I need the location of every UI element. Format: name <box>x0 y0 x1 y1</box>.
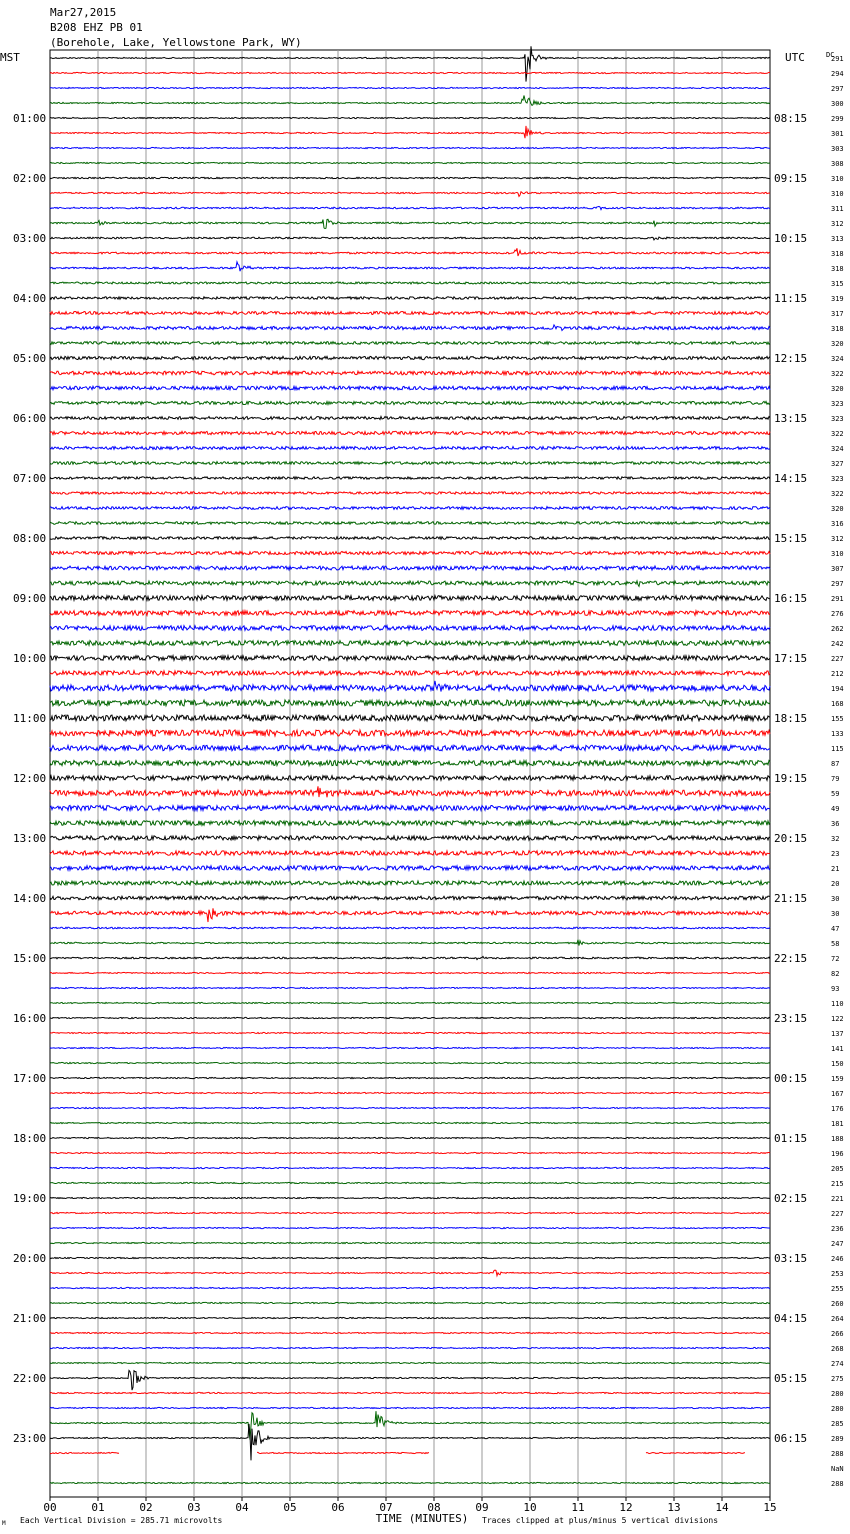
trace-line <box>50 237 770 240</box>
left-hour-label: 23:00 <box>13 1432 47 1445</box>
right-hour-label: 14:15 <box>774 472 808 485</box>
dc-offset-label: 268 <box>831 1345 844 1353</box>
trace-line <box>50 581 770 587</box>
dc-offset-label: 155 <box>831 715 844 723</box>
trace-line <box>50 836 770 840</box>
x-tick-label: 01 <box>91 1501 105 1514</box>
trace-line <box>50 700 770 706</box>
trace-line <box>50 957 770 960</box>
dc-offset-label: 294 <box>831 70 844 78</box>
right-hour-label: 21:15 <box>774 892 808 905</box>
dc-offset-label: 260 <box>831 1300 844 1308</box>
trace-line <box>50 1167 770 1168</box>
dc-offset-label: 310 <box>831 190 844 198</box>
trace-line <box>50 1137 770 1138</box>
trace-line <box>50 908 770 922</box>
dc-offset-label: 288 <box>831 1480 844 1488</box>
dc-offset-label: 280 <box>831 1405 844 1413</box>
dc-offset-label: 205 <box>831 1165 844 1173</box>
x-tick-label: 00 <box>43 1501 57 1514</box>
dc-offset-label: 20 <box>831 880 840 888</box>
trace-line <box>50 342 770 345</box>
right-hour-label: 13:15 <box>774 412 808 425</box>
corner-mark: M <box>2 1520 6 1527</box>
dc-offset-label: 221 <box>831 1195 844 1203</box>
trace-line <box>50 477 770 479</box>
right-hour-label: 09:15 <box>774 172 808 185</box>
trace-line <box>50 1092 770 1093</box>
dc-offset-label: 215 <box>831 1180 844 1188</box>
trace-line <box>50 1212 770 1213</box>
trace-line <box>50 325 770 331</box>
trace-line <box>50 715 770 721</box>
scale-note: Each Vertical Division = 285.71 microvolts <box>20 1516 223 1525</box>
dc-offset-label: 141 <box>831 1045 844 1053</box>
dc-offset-label: 236 <box>831 1225 844 1233</box>
dc-offset-label: 168 <box>831 700 844 708</box>
x-tick-label: 13 <box>667 1501 681 1514</box>
dc-offset-label: 188 <box>831 1135 844 1143</box>
dc-offset-label: 317 <box>831 310 844 318</box>
trace-line <box>50 1392 770 1393</box>
trace-line <box>50 1032 770 1033</box>
dc-offset-label: 322 <box>831 490 844 498</box>
trace-line <box>50 537 770 540</box>
dc-offset-label: 87 <box>831 760 840 768</box>
trace-line <box>50 786 770 797</box>
trace-line <box>50 596 770 601</box>
trace-line <box>50 1047 770 1048</box>
trace-line <box>50 297 770 299</box>
x-tick-label: 12 <box>619 1501 633 1514</box>
dc-offset-label: 320 <box>831 385 844 393</box>
dc-offset-label: 300 <box>831 100 844 108</box>
trace-line <box>50 1197 770 1198</box>
left-timezone-label: MST <box>0 51 20 64</box>
trace-line <box>50 972 770 973</box>
dc-offset-label: 255 <box>831 1285 844 1293</box>
dc-offset-label: 315 <box>831 280 844 288</box>
trace-line <box>50 1152 770 1153</box>
trace-line <box>50 1407 770 1408</box>
right-hour-label: 08:15 <box>774 112 808 125</box>
trace-line <box>50 821 770 826</box>
x-tick-label: 05 <box>283 1501 297 1514</box>
trace-line <box>50 386 770 390</box>
dc-offset-label: 299 <box>831 115 844 123</box>
dc-offset-label: 324 <box>831 355 844 363</box>
x-tick-label: 07 <box>379 1501 393 1514</box>
trace-line <box>50 1362 770 1363</box>
dc-offset-label: 47 <box>831 925 840 933</box>
dc-offset-label: 318 <box>831 265 844 273</box>
trace-line <box>50 1270 770 1276</box>
dc-offset-label: 322 <box>831 430 844 438</box>
dc-offset-label: 274 <box>831 1360 844 1368</box>
dc-offset-label: 176 <box>831 1105 844 1113</box>
right-hour-label: 17:15 <box>774 652 808 665</box>
left-hour-label: 02:00 <box>13 172 47 185</box>
trace-line <box>50 1317 770 1318</box>
left-hour-label: 10:00 <box>13 652 47 665</box>
trace-line <box>50 551 770 554</box>
dc-offset-label: 276 <box>831 610 844 618</box>
date-label: Mar27,2015 <box>50 6 117 19</box>
trace-line <box>50 626 770 631</box>
dc-offset-label: 110 <box>831 1000 844 1008</box>
dc-offset-label: 36 <box>831 820 840 828</box>
trace-line <box>50 1182 770 1183</box>
trace-line <box>50 522 770 525</box>
location-label: (Borehole, Lake, Yellowstone Park, WY) <box>50 36 302 49</box>
trace-line <box>50 126 770 138</box>
x-tick-label: 09 <box>475 1501 489 1514</box>
trace-line <box>50 371 770 375</box>
trace-line <box>50 96 770 106</box>
trace-line <box>50 566 770 570</box>
left-hour-label: 21:00 <box>13 1312 47 1325</box>
dc-offset-label: 59 <box>831 790 840 798</box>
dc-offset-label: 246 <box>831 1255 844 1263</box>
trace-line <box>50 1077 770 1078</box>
dc-offset-label: 137 <box>831 1030 844 1038</box>
right-hour-label: 04:15 <box>774 1312 808 1325</box>
left-hour-label: 01:00 <box>13 112 47 125</box>
x-tick-label: 15 <box>763 1501 777 1514</box>
trace-line <box>50 1452 745 1453</box>
trace-line <box>50 776 770 781</box>
dc-offset-label: 316 <box>831 520 844 528</box>
trace-line <box>50 1122 770 1123</box>
right-hour-label: 18:15 <box>774 712 808 725</box>
trace-line <box>50 1107 770 1108</box>
trace-line <box>50 611 770 616</box>
right-hour-label: 05:15 <box>774 1372 808 1385</box>
dc-offset-label: 49 <box>831 805 840 813</box>
dc-offset-label: 322 <box>831 370 844 378</box>
dc-offset-label: 297 <box>831 580 844 588</box>
dc-offset-label: 311 <box>831 205 844 213</box>
trace-line <box>50 192 770 197</box>
dc-offset-label: 23 <box>831 850 840 858</box>
x-axis-title: TIME (MINUTES) <box>375 1512 469 1525</box>
dc-offset-label: 181 <box>831 1120 844 1128</box>
trace-line <box>50 1257 770 1258</box>
left-hour-label: 14:00 <box>13 892 47 905</box>
right-hour-label: 22:15 <box>774 952 808 965</box>
trace-line <box>50 147 770 148</box>
dc-offset-label: 72 <box>831 955 840 963</box>
left-hour-label: 22:00 <box>13 1372 47 1385</box>
left-hour-label: 06:00 <box>13 412 47 425</box>
dc-offset-label: 159 <box>831 1075 844 1083</box>
dc-offset-label: 82 <box>831 970 840 978</box>
dc-offset-label: 320 <box>831 340 844 348</box>
dc-offset-label: 247 <box>831 1240 844 1248</box>
dc-offset-label: 266 <box>831 1330 844 1338</box>
trace-line <box>50 1227 770 1228</box>
right-hour-label: 20:15 <box>774 832 808 845</box>
x-tick-label: 06 <box>331 1501 345 1514</box>
x-tick-label: 02 <box>139 1501 153 1514</box>
trace-line <box>50 656 770 661</box>
dc-offset-label: 327 <box>831 460 844 468</box>
dc-offset-label: 262 <box>831 625 844 633</box>
station-label: B208 EHZ PB 01 <box>50 21 143 34</box>
left-hour-label: 04:00 <box>13 292 47 305</box>
left-hour-label: 19:00 <box>13 1192 47 1205</box>
dc-offset-label: 212 <box>831 670 844 678</box>
trace-line <box>50 1370 770 1390</box>
dc-offset-label: 323 <box>831 415 844 423</box>
dc-offset-label: 275 <box>831 1375 844 1383</box>
dc-offset-label: 167 <box>831 1090 844 1098</box>
trace-line <box>50 745 770 751</box>
right-hour-label: 01:15 <box>774 1132 808 1145</box>
right-timezone-label: UTC <box>785 51 805 64</box>
trace-line <box>50 1242 770 1243</box>
dc-offset-label: 318 <box>831 250 844 258</box>
x-tick-label: 08 <box>427 1501 441 1514</box>
dc-offset-label: 30 <box>831 910 840 918</box>
trace-line <box>50 219 770 228</box>
right-hour-label: 15:15 <box>774 532 808 545</box>
trace-line <box>50 987 770 988</box>
trace-line <box>50 248 770 256</box>
right-hour-label: 16:15 <box>774 592 808 605</box>
dc-offset-label: 196 <box>831 1150 844 1158</box>
trace-line <box>50 1482 770 1483</box>
dc-offset-label: 133 <box>831 730 844 738</box>
left-hour-label: 17:00 <box>13 1072 47 1085</box>
trace-line <box>50 641 770 646</box>
left-hour-label: 08:00 <box>13 532 47 545</box>
trace-line <box>50 730 770 736</box>
right-hour-label: 19:15 <box>774 772 808 785</box>
trace-line <box>50 681 770 692</box>
x-tick-label: 04 <box>235 1501 249 1514</box>
right-hour-label: 11:15 <box>774 292 808 305</box>
trace-line <box>50 1347 770 1348</box>
trace-line <box>50 1062 770 1063</box>
trace-line <box>50 417 770 420</box>
trace-line <box>50 1287 770 1288</box>
trace-line <box>50 1002 770 1003</box>
left-hour-label: 03:00 <box>13 232 47 245</box>
left-hour-label: 18:00 <box>13 1132 47 1145</box>
dc-offset-label: 242 <box>831 640 844 648</box>
dc-offset-label: 301 <box>831 130 844 138</box>
trace-line <box>50 431 770 434</box>
traces <box>50 46 770 1483</box>
left-hour-label: 20:00 <box>13 1252 47 1265</box>
trace-line <box>50 940 770 946</box>
trace-line <box>50 507 770 510</box>
dc-offset-label: 32 <box>831 835 840 843</box>
dc-offset-label: 79 <box>831 775 840 783</box>
trace-line <box>50 1302 770 1303</box>
trace-line <box>50 447 770 450</box>
x-tick-label: 11 <box>571 1501 585 1514</box>
dc-offset-label: 313 <box>831 235 844 243</box>
trace-line <box>50 356 770 359</box>
trace-line <box>50 1017 770 1018</box>
trace-line <box>50 851 770 855</box>
dc-offset-label: 227 <box>831 655 844 663</box>
trace-line <box>50 881 770 885</box>
right-hour-label: 10:15 <box>774 232 808 245</box>
dc-offset-label: 307 <box>831 565 844 573</box>
right-hour-label: 00:15 <box>774 1072 808 1085</box>
dc-offset-label: 58 <box>831 940 840 948</box>
trace-line <box>50 282 770 284</box>
right-hour-label: 03:15 <box>774 1252 808 1265</box>
dc-offset-label: 288 <box>831 1450 844 1458</box>
x-tick-label: 14 <box>715 1501 729 1514</box>
trace-line <box>50 262 770 271</box>
dc-offset-label: 320 <box>831 505 844 513</box>
right-hour-label: 12:15 <box>774 352 808 365</box>
left-hour-label: 15:00 <box>13 952 47 965</box>
dc-offset-label: 194 <box>831 685 844 693</box>
clip-note: Traces clipped at plus/minus 5 vertical divisions <box>482 1516 719 1525</box>
trace-line <box>50 206 770 209</box>
dc-offset-label: 312 <box>831 535 844 543</box>
dc-header-label: DC <box>826 51 835 59</box>
dc-offset-label: 297 <box>831 85 844 93</box>
right-hour-label: 02:15 <box>774 1192 808 1205</box>
trace-line <box>50 1411 770 1440</box>
left-hour-label: 12:00 <box>13 772 47 785</box>
dc-offset-label: 285 <box>831 1420 844 1428</box>
trace-line <box>50 177 770 179</box>
trace-line <box>50 760 770 765</box>
dc-offset-label: 227 <box>831 1210 844 1218</box>
trace-line <box>50 492 770 494</box>
dc-offset-label: 21 <box>831 865 840 873</box>
trace-line <box>50 72 770 73</box>
dc-offset-label: 323 <box>831 400 844 408</box>
trace-line <box>50 462 770 465</box>
trace-line <box>50 671 770 675</box>
dc-offset-label: 289 <box>831 1435 844 1443</box>
trace-line <box>50 805 770 810</box>
dc-offset-label: 264 <box>831 1315 844 1323</box>
trace-line <box>50 927 770 929</box>
dc-offset-label: 280 <box>831 1390 844 1398</box>
trace-line <box>50 401 770 404</box>
dc-offset-label: NaN <box>831 1465 844 1473</box>
left-hour-label: 05:00 <box>13 352 47 365</box>
trace-line <box>50 866 770 870</box>
dc-offset-label: 323 <box>831 475 844 483</box>
dc-offset-label: 319 <box>831 295 844 303</box>
dc-offset-label: 310 <box>831 550 844 558</box>
left-hour-label: 07:00 <box>13 472 47 485</box>
dc-offset-label: 310 <box>831 175 844 183</box>
trace-line <box>50 46 770 81</box>
right-hour-label: 23:15 <box>774 1012 808 1025</box>
dc-offset-label: 253 <box>831 1270 844 1278</box>
trace-line <box>50 1424 770 1460</box>
trace-line <box>50 1332 770 1333</box>
dc-offset-label: 115 <box>831 745 844 753</box>
dc-offset-label: 312 <box>831 220 844 228</box>
dc-offset-label: 303 <box>831 145 844 153</box>
dc-offset-label: 318 <box>831 325 844 333</box>
trace-line <box>50 117 770 118</box>
dc-offset-label: 291 <box>831 55 844 63</box>
trace-line <box>50 162 770 163</box>
dc-offset-label: 93 <box>831 985 840 993</box>
dc-offset-label: 324 <box>831 445 844 453</box>
left-hour-label: 13:00 <box>13 832 47 845</box>
trace-line <box>50 312 770 315</box>
x-tick-label: 03 <box>187 1501 201 1514</box>
dc-offset-label: 30 <box>831 895 840 903</box>
left-hour-label: 16:00 <box>13 1012 47 1025</box>
trace-line <box>50 87 770 88</box>
dc-offset-label: 150 <box>831 1060 844 1068</box>
x-tick-label: 10 <box>523 1501 537 1514</box>
right-hour-label: 06:15 <box>774 1432 808 1445</box>
dc-offset-label: 122 <box>831 1015 844 1023</box>
dc-offset-label: 308 <box>831 160 844 168</box>
dc-offset-label: 291 <box>831 595 844 603</box>
axis-labels <box>13 55 844 1514</box>
left-hour-label: 11:00 <box>13 712 47 725</box>
left-hour-label: 09:00 <box>13 592 47 605</box>
trace-line <box>50 896 770 900</box>
